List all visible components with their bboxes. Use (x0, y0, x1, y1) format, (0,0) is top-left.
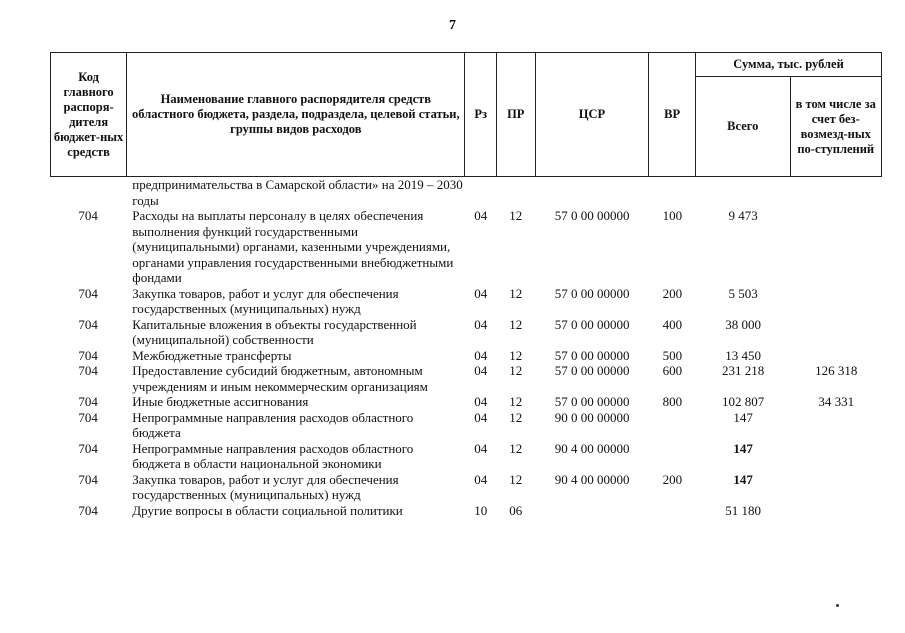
row-name: Капитальные вложения в объекты государственной (муниципальной) собственности (132, 316, 417, 347)
header-vr: ВР (649, 53, 696, 177)
table-row (50, 441, 882, 472)
row-vr: 200 (662, 471, 683, 487)
row-vr: 400 (662, 316, 683, 332)
row-vr (649, 410, 696, 441)
row-csr: 57 0 00 00000 (554, 363, 630, 378)
row-name: Предоставление субсидий бюджетным, автономным учреждениям и иным некоммерческим организациям (132, 363, 428, 394)
row-rz: 04 (474, 208, 488, 223)
row-free: 34 331 (818, 394, 855, 409)
row-total: 5 503 (728, 285, 758, 301)
row-pr: 12 (509, 471, 523, 487)
row-rz: 04 (474, 409, 488, 425)
table-row (50, 394, 882, 410)
table-row (50, 348, 882, 364)
row-free (790, 348, 882, 364)
table-row (50, 503, 882, 519)
row-rz: 04 (474, 363, 488, 378)
row-name: предпринимательства в Самарской области» на 2019 – 2030 годы (132, 177, 463, 208)
table-row-continuation (50, 177, 882, 208)
row-free (790, 286, 882, 317)
row-code: 704 (78, 363, 98, 378)
row-total: 231 218 (721, 363, 765, 378)
header-sum: Сумма, тыс. рублей (696, 53, 882, 77)
row-name: Непрограммные направления расходов областного бюджета в области национальной экономики (132, 440, 414, 471)
row-csr (535, 503, 649, 519)
row-pr: 12 (509, 363, 523, 378)
row-vr: 500 (662, 347, 683, 363)
row-rz: 04 (474, 285, 488, 301)
row-name: Другие вопросы в области социальной политики (132, 502, 403, 518)
row-free (790, 208, 882, 286)
header-name: Наименование главного распорядителя средств областного бюджета, раздела, подраздела, целевой статьи, группы видов расходов (127, 53, 465, 177)
row-name: Иные бюджетные ассигнования (132, 394, 309, 409)
row-csr: 57 0 00 00000 (554, 208, 630, 223)
row-free: 126 318 (815, 363, 858, 378)
table-row (50, 472, 882, 503)
row-total: 51 180 (725, 502, 761, 518)
row-pr: 12 (509, 394, 523, 409)
header-rz: Рз (465, 53, 496, 177)
row-csr: 90 4 00 00000 (554, 471, 630, 487)
row-free (790, 410, 882, 441)
row-total: 147 (733, 471, 753, 487)
row-pr: 12 (509, 440, 523, 456)
row-pr: 06 (509, 502, 523, 518)
budget-table (50, 52, 882, 518)
row-rz: 04 (474, 471, 488, 487)
row-code: 704 (78, 502, 98, 518)
row-vr: 100 (662, 208, 683, 223)
table-row (50, 317, 882, 348)
row-pr: 12 (509, 208, 523, 223)
row-name: Непрограммные направления расходов областного бюджета (132, 409, 414, 440)
row-vr: 800 (662, 394, 683, 409)
row-csr: 57 0 00 00000 (554, 394, 630, 409)
table-header (50, 52, 882, 177)
row-pr: 12 (509, 347, 523, 363)
row-csr: 90 0 00 00000 (554, 409, 630, 425)
row-name: Закупка товаров, работ и услуг для обеспечения государственных (муниципальных) нужд (132, 471, 399, 502)
table-body (50, 177, 882, 518)
row-vr (649, 441, 696, 472)
row-free (790, 317, 882, 348)
row-code: 704 (78, 316, 98, 332)
row-code: 704 (78, 440, 98, 456)
row-vr: 200 (662, 285, 683, 301)
row-csr: 57 0 00 00000 (554, 316, 630, 332)
row-total: 147 (733, 409, 753, 425)
header-csr: ЦСР (535, 53, 649, 177)
row-rz: 04 (474, 316, 488, 332)
header-code: Код главного распоря-дителя бюджет-ных средств (51, 53, 127, 177)
row-vr (649, 503, 696, 519)
row-rz: 04 (474, 394, 488, 409)
row-pr: 12 (509, 285, 523, 301)
row-csr: 90 4 00 00000 (554, 440, 630, 456)
row-rz: 10 (474, 502, 488, 518)
table-row (50, 410, 882, 441)
row-code: 704 (78, 394, 98, 409)
page-number: 7 (449, 18, 456, 33)
header-pr: ПР (496, 53, 535, 177)
row-name: Межбюджетные трансферты (132, 347, 292, 363)
row-code: 704 (78, 285, 98, 301)
row-total: 38 000 (725, 316, 761, 332)
row-total: 9 473 (728, 208, 758, 223)
row-name: Закупка товаров, работ и услуг для обеспечения государственных (муниципальных) нужд (132, 285, 399, 316)
table-row (50, 286, 882, 317)
row-rz: 04 (474, 440, 488, 456)
row-free (790, 472, 882, 503)
row-free (790, 441, 882, 472)
row-free (790, 503, 882, 519)
row-csr: 57 0 00 00000 (554, 347, 630, 363)
row-code: 704 (78, 347, 98, 363)
row-code: 704 (78, 471, 98, 487)
row-code: 704 (78, 208, 98, 223)
table-row (50, 363, 882, 394)
row-vr: 600 (662, 363, 683, 378)
row-rz: 04 (474, 347, 488, 363)
scan-speck (836, 604, 839, 607)
row-code: 704 (78, 409, 98, 425)
header-total: Всего (696, 77, 790, 177)
row-total: 102 807 (721, 394, 765, 409)
row-csr: 57 0 00 00000 (554, 285, 630, 301)
row-pr: 12 (509, 316, 523, 332)
header-free: в том числе за счет без-возмезд-ных по-ступлений (790, 77, 882, 177)
row-name: Расходы на выплаты персоналу в целях обеспечения выполнения функций государственными (муниципальными) органами, казенными учреждениями, органами управления государственными внебюджетными фондами (132, 208, 454, 285)
row-total: 147 (733, 440, 753, 456)
row-total: 13 450 (725, 347, 761, 363)
row-pr: 12 (509, 409, 523, 425)
table-row (50, 208, 882, 286)
